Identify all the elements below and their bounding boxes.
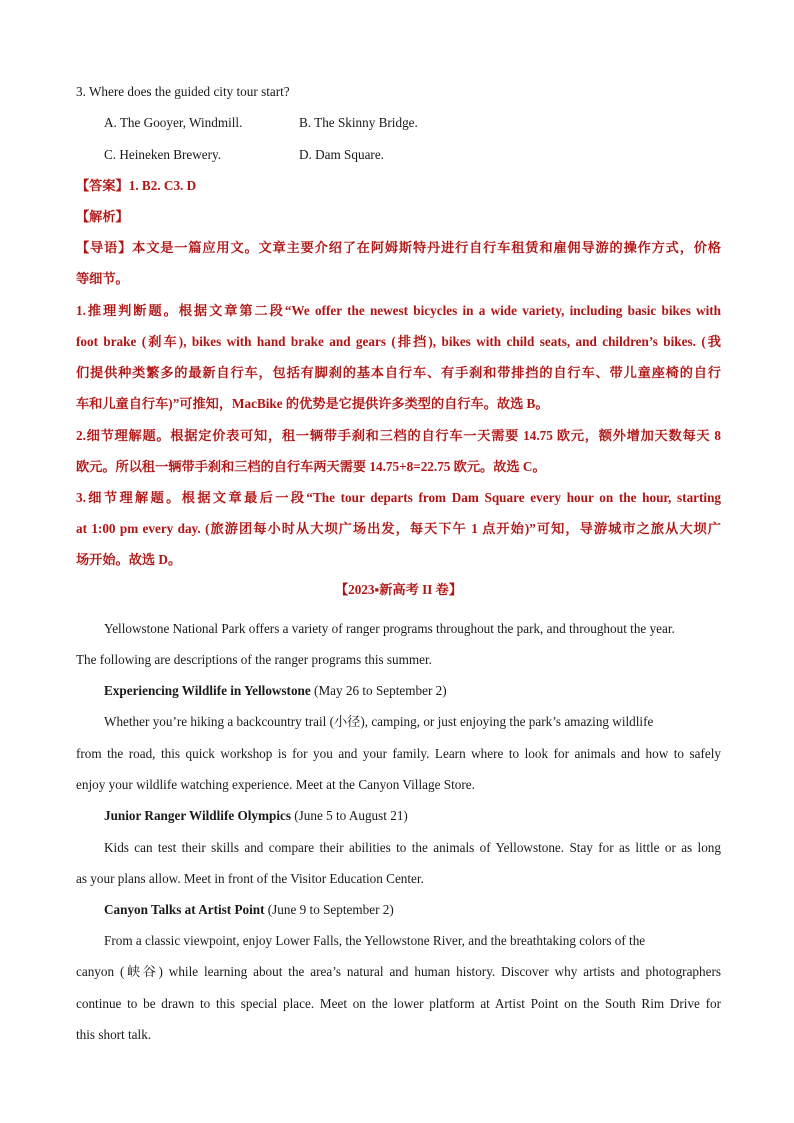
program-title: Experiencing Wildlife in Yellowstone <box>104 683 311 698</box>
q1-explain-line-1: 1.推理判断题。根据文章第二段“We offer the newest bicycles in a wide variety, including basic bikes with <box>76 303 721 318</box>
section-heading: 【2023▪新高考 II 卷】 <box>334 582 463 597</box>
program-title: Canyon Talks at Artist Point <box>104 902 265 917</box>
option-d: D. Dam Square. <box>299 147 384 162</box>
program-title: Junior Ranger Wildlife Olympics <box>104 808 291 823</box>
program-1-line-3: enjoy your wildlife watching experience. Meet at the Canyon Village Store. <box>76 777 475 792</box>
passage-intro-line-2: The following are descriptions of the ranger programs this summer. <box>76 652 432 667</box>
q1-explain-line-4: 车和儿童自行车)”可推知，MacBike 的优势是它提供许多类型的自行车。故选 B。 <box>76 396 549 411</box>
program-dates: (June 9 to September 2) <box>264 902 394 917</box>
question-3-stem: 3. Where does the guided city tour start? <box>76 84 290 99</box>
program-heading <box>104 807 721 825</box>
option-c: C. Heineken Brewery. <box>104 147 222 162</box>
option-b: B. The Skinny Bridge. <box>299 115 418 130</box>
analysis-label: 【解析】 <box>76 209 129 224</box>
q1-explain-line-2: foot brake (刹车), bikes with hand brake and gears (排挡), bikes with child seats, and children’s bikes. (我 <box>76 334 721 349</box>
option-a: A. The Gooyer, Windmill. <box>104 115 243 130</box>
program-heading <box>104 682 721 700</box>
program-heading <box>104 901 721 919</box>
program-dates: (June 5 to August 21) <box>290 808 408 823</box>
program-dates: (May 26 to September 2) <box>310 683 447 698</box>
program-2-line-1: Kids can test their skills and compare their abilities to the animals of Yellowstone. Stay for as little or as long <box>104 840 721 855</box>
program-2-line-2: as your plans allow. Meet in front of the Visitor Education Center. <box>76 871 424 886</box>
program-3-line-2: canyon (峡谷) while learning about the area’s natural and human history. Discover why artists and photographers <box>76 964 721 979</box>
answer-line: 【答案】1. B2. C3. D <box>76 178 197 193</box>
intro-line-1: 【导语】本文是一篇应用文。文章主要介绍了在阿姆斯特丹进行自行车租赁和雇佣导游的操作方式，价格 <box>76 240 721 255</box>
program-1-line-1: Whether you’re hiking a backcountry trail (小径), camping, or just enjoying the park’s amazing wildlife <box>104 714 654 729</box>
q3-explain-line-2: at 1:00 pm every day. (旅游团每小时从大坝广场出发，每天下午 1 点开始)”可知，导游城市之旅从大坝广 <box>76 521 721 536</box>
program-3-line-3: continue to be drawn to this special place. Meet on the lower platform at Artist Point on the South Rim Drive for <box>76 996 721 1011</box>
q2-explain-line-1: 2.细节理解题。根据定价表可知，租一辆带手刹和三档的自行车一天需要 14.75 欧元，额外增加天数每天 8 <box>76 428 721 443</box>
q3-explain-line-3: 场开始。故选 D。 <box>76 552 182 567</box>
intro-line-2: 等细节。 <box>76 271 129 286</box>
program-3-line-1: From a classic viewpoint, enjoy Lower Falls, the Yellowstone River, and the breathtaking colors of the <box>104 933 646 948</box>
program-1-line-2: from the road, this quick workshop is for you and your family. Learn where to look for animals and how to safely <box>76 746 721 761</box>
q3-explain-line-1: 3.细节理解题。根据文章最后一段“The tour departs from Dam Square every hour on the hour, starting <box>76 490 721 505</box>
program-3-line-4: this short talk. <box>76 1027 152 1042</box>
q1-explain-line-3: 们提供种类繁多的最新自行车，包括有脚刹的基本自行车、有手刹和带排挡的自行车、带儿童座椅的自行 <box>76 365 721 380</box>
passage-intro-line-1: Yellowstone National Park offers a variety of ranger programs throughout the park, and throughout the year. <box>104 621 675 636</box>
q2-explain-line-2: 欧元。所以租一辆带手刹和三档的自行车两天需要 14.75+8=22.75 欧元。故选 C。 <box>76 459 546 474</box>
